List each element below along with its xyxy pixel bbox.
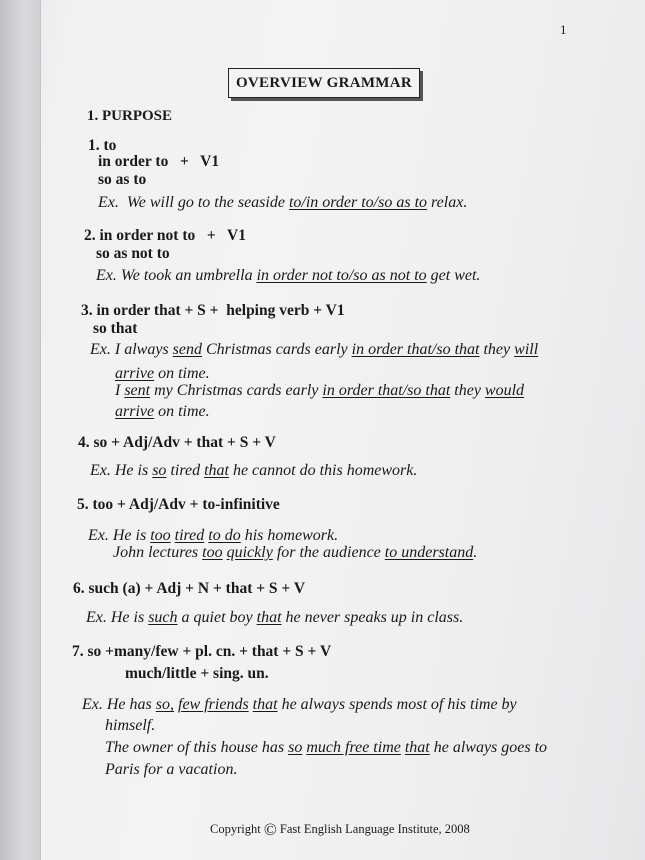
example-text: he cannot do this homework.	[228, 462, 418, 479]
example-text: a quiet boy	[177, 609, 257, 626]
copyright-prefix: Copyright	[210, 822, 261, 836]
underlined-phrase: will	[514, 341, 539, 358]
underlined-phrase: that	[256, 609, 282, 626]
example-text: himself.	[105, 717, 156, 734]
rule-heading-continuation: so as to	[98, 171, 147, 188]
underlined-phrase: to understand	[384, 544, 474, 561]
page-title	[228, 68, 420, 98]
underlined-phrase: quickly	[226, 544, 273, 561]
example-text: they	[450, 382, 485, 399]
copyright-symbol: ©	[263, 820, 277, 839]
example-line	[115, 382, 524, 400]
underlined-phrase: too	[202, 544, 223, 561]
example-text: Ex. He is	[88, 527, 151, 544]
rule-heading: 3. in order that + S + helping verb + V1	[81, 302, 345, 319]
example-line	[105, 761, 237, 779]
example-text: Ex. We will go to the seaside	[98, 194, 289, 211]
example-line	[96, 267, 480, 285]
example-text: tired	[166, 462, 205, 479]
underlined-phrase: so,	[155, 696, 174, 713]
example-text: his homework.	[240, 527, 339, 544]
rule-heading-continuation: so as not to	[96, 245, 170, 262]
copyright-text: Fast English Language Institute, 2008	[279, 822, 470, 836]
rule-heading: 6. such (a) + Adj + N + that + S + V	[73, 580, 306, 597]
underlined-phrase: would	[484, 382, 525, 399]
example-text: .	[473, 544, 478, 561]
example-text: Paris for a vacation.	[105, 761, 238, 778]
underlined-phrase: that	[204, 462, 229, 479]
example-text: for the audience	[272, 544, 385, 561]
example-text: Ex. He is	[90, 462, 153, 479]
underlined-phrase: sent	[124, 382, 151, 399]
example-text: Ex. We took an umbrella	[96, 267, 257, 284]
example-text: John lectures	[113, 544, 203, 561]
underlined-phrase: in order that/so that	[351, 341, 480, 358]
example-line	[115, 403, 210, 421]
page-title-text: OVERVIEW GRAMMAR	[235, 74, 413, 91]
underlined-phrase: arrive	[115, 365, 155, 382]
page-number: 1	[560, 22, 567, 37]
example-line	[86, 609, 463, 627]
rule-heading: 5. too + Adj/Adv + to-infinitive	[77, 496, 280, 513]
underlined-phrase: much free time	[306, 739, 401, 756]
underlined-phrase: in order that/so that	[322, 382, 451, 399]
example-line	[115, 365, 210, 383]
rule-heading-continuation: much/little + sing. un.	[125, 665, 269, 682]
underlined-phrase: send	[172, 341, 202, 358]
example-text: relax.	[427, 194, 468, 211]
underlined-phrase: that	[252, 696, 278, 713]
example-line	[105, 739, 547, 757]
example-text: The owner of this house has	[105, 739, 289, 756]
example-text: they	[479, 341, 515, 358]
rule-heading: 1. to	[88, 137, 117, 154]
example-line	[113, 544, 477, 562]
example-text: he always spends most of his time by	[277, 696, 517, 713]
example-line	[90, 462, 417, 480]
example-text: he never speaks up in class.	[281, 609, 464, 626]
example-text: on time.	[154, 403, 210, 420]
example-line	[90, 341, 538, 359]
underlined-phrase: few friends	[178, 696, 249, 713]
example-line	[82, 696, 517, 714]
example-line	[88, 527, 338, 545]
underlined-phrase: too	[150, 527, 171, 544]
underlined-phrase: tired	[174, 527, 205, 544]
example-text: I	[115, 382, 125, 399]
section-title: 1. PURPOSE	[87, 108, 173, 124]
underlined-phrase: to/in order to/so as to	[288, 194, 428, 211]
example-text: get wet.	[426, 267, 481, 284]
example-text: on time.	[154, 365, 210, 382]
example-text: Ex. He is	[86, 609, 149, 626]
underlined-phrase: in order not to/so as not to	[256, 267, 427, 284]
underlined-phrase: such	[148, 609, 178, 626]
example-text: my Christmas cards early	[150, 382, 323, 399]
rule-heading: 2. in order not to + V1	[84, 227, 246, 244]
underlined-phrase: so	[152, 462, 167, 479]
rule-heading: 7. so +many/few + pl. cn. + that + S + V	[72, 643, 332, 660]
rule-heading-continuation: in order to + V1	[98, 153, 220, 170]
underlined-phrase: arrive	[115, 403, 155, 420]
copyright-footer	[210, 820, 470, 840]
example-text: Ex. He has	[82, 696, 156, 713]
book-binding	[0, 0, 41, 860]
example-text: he always goes to	[429, 739, 548, 756]
example-text: Christmas cards early	[201, 341, 352, 358]
example-text: Ex. I always	[90, 341, 173, 358]
example-line	[105, 717, 155, 735]
underlined-phrase: to do	[208, 527, 241, 544]
underlined-phrase: that	[404, 739, 430, 756]
rule-heading-continuation: so that	[93, 320, 138, 337]
example-line	[98, 194, 467, 212]
underlined-phrase: so	[288, 739, 303, 756]
rule-heading: 4. so + Adj/Adv + that + S + V	[78, 434, 276, 451]
